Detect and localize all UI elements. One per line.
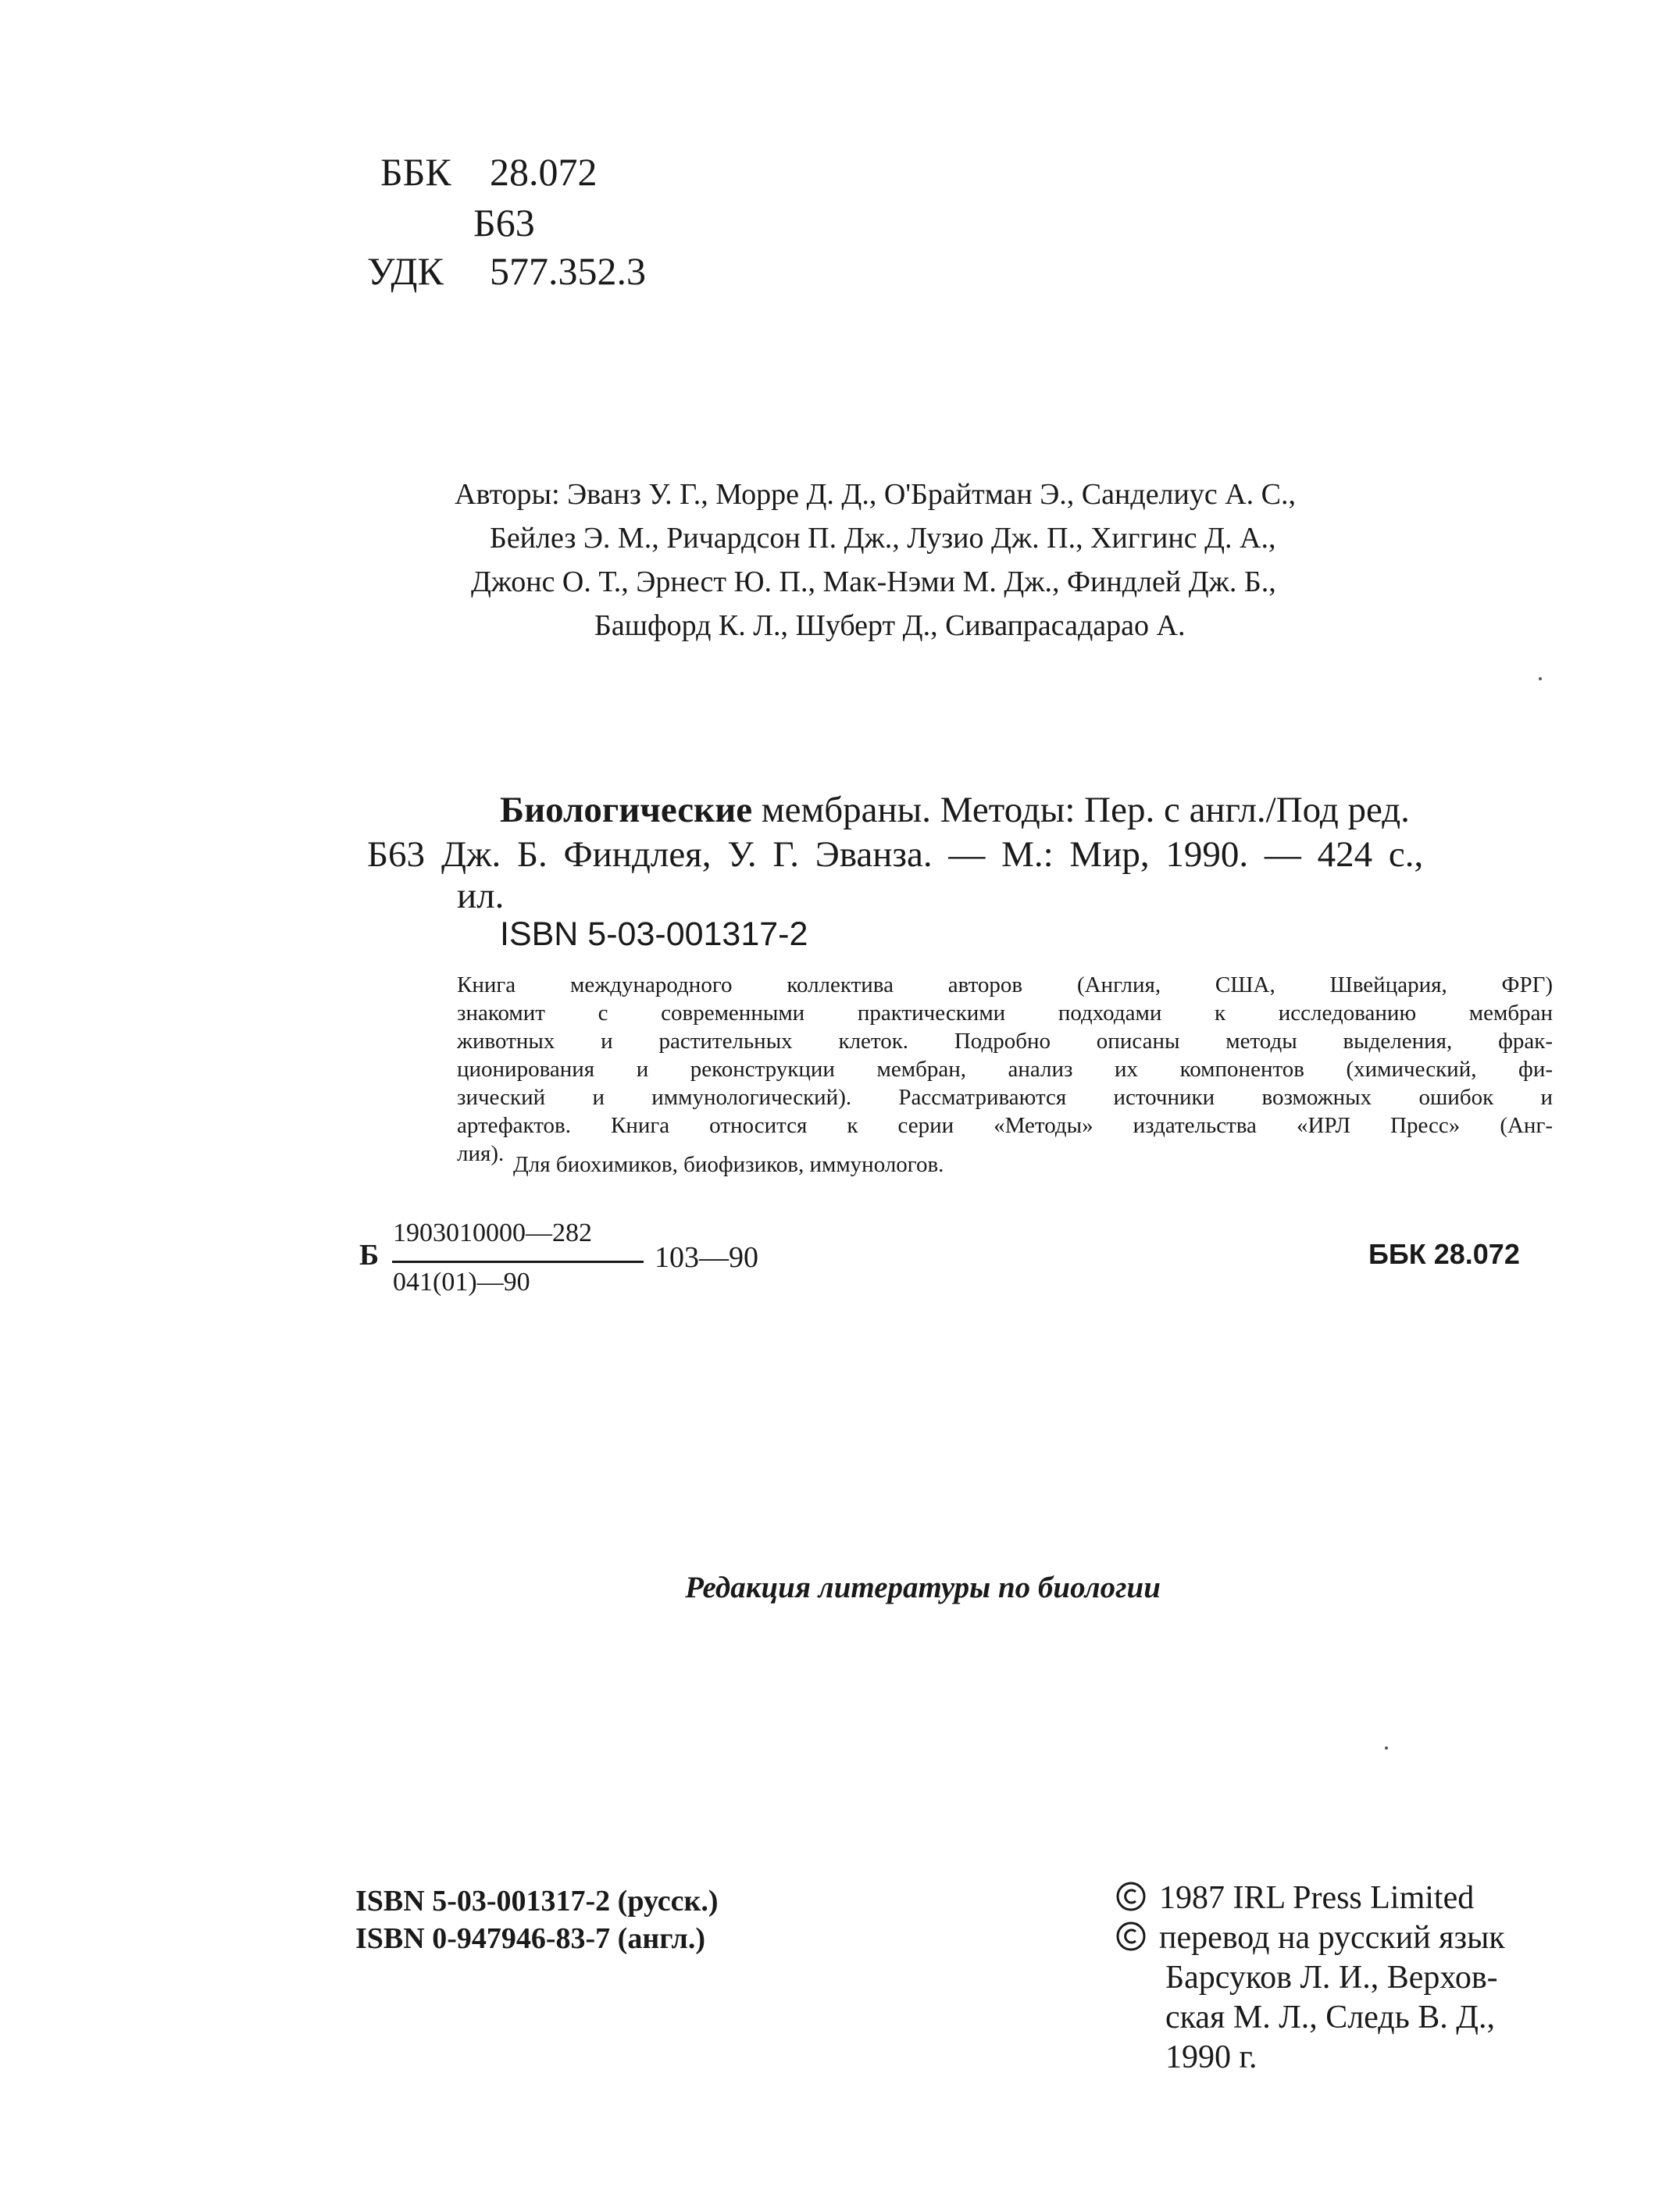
authors-line: Джонс О. Т., Эрнест Ю. П., Мак-Нэми М. Дж., Финдлей Дж. Б., xyxy=(471,565,1276,598)
annotation-line: знакомит с современными практическими подходами к исследованию мембран xyxy=(457,1001,1553,1026)
copyright-block xyxy=(1115,1878,1505,2078)
udk-label: УДК xyxy=(367,249,444,293)
authors-line: Бейлез Э. М., Ричардсон П. Дж., Лузио Дж. П., Хиггинс Д. А., xyxy=(490,522,1276,555)
translators-line: ская М. Л., Следь В. Д., xyxy=(1165,2000,1495,2035)
isbn-list xyxy=(355,1882,719,1957)
scan-speck xyxy=(1539,677,1542,680)
scan-speck xyxy=(1385,1746,1388,1750)
annotation-line: артефактов. Книга относится к серии «Методы» издательства «ИРЛ Пресс» (Анг- xyxy=(457,1113,1553,1138)
book-imprint: Дж. Б. Финдлея, У. Г. Эванза. — М.: Мир, 1990. — 424 с., xyxy=(441,834,1424,875)
udk-value: 577.352.3 xyxy=(490,249,646,293)
copyright-original-text: 1987 IRL Press Limited xyxy=(1159,1880,1475,1916)
book-title-line xyxy=(500,785,1410,835)
authors-list xyxy=(437,473,1550,648)
annotation-line: ционирования и реконструкции мембран, анализ их компонентов (химический, фи- xyxy=(457,1057,1553,1082)
annotation-line: Книга международного коллектива авторов (Англия, США, Швейцария, ФРГ) xyxy=(457,972,1553,997)
catalog-numerator: 1903010000—282 xyxy=(393,1218,592,1247)
author-mark: Б63 xyxy=(473,201,535,244)
bbk-classification xyxy=(380,148,598,195)
copyright-icon xyxy=(1115,1921,1147,1952)
authors-line: Башфорд К. Л., Шуберт Д., Сивапрасадарао А. xyxy=(594,609,1186,642)
catalog-suffix: 103—90 xyxy=(655,1241,758,1274)
book-code: Б63 xyxy=(367,834,425,875)
udk-classification xyxy=(367,248,646,294)
copyright-original xyxy=(1115,1878,1505,1918)
book-isbn: ISBN 5-03-001317-2 xyxy=(500,915,808,953)
catalog-prefix: Б xyxy=(359,1239,380,1272)
annotation-line: зический и иммунологический). Рассматриваются источники возможных ошибок и xyxy=(457,1085,1553,1110)
fraction-divider xyxy=(392,1261,644,1263)
copyright-translation-text: перевод на русский язык xyxy=(1159,1920,1505,1956)
target-audience: Для биохимиков, биофизиков, иммунологов. xyxy=(513,1152,944,1177)
copyright-icon xyxy=(1115,1881,1147,1912)
isbn-english: ISBN 0-947946-83-7 (англ.) xyxy=(355,1922,706,1955)
book-illustrations-note: ил. xyxy=(457,876,505,916)
translators-line: Барсуков Л. И., Верхов- xyxy=(1165,1960,1498,1996)
authors-line: Авторы: Эванз У. Г., Морре Д. Д., О'Брайтман Э., Санделиус А. С., xyxy=(455,478,1297,511)
editorial-office: Редакция литературы по биологии xyxy=(685,1571,1161,1604)
bbk-label: ББК xyxy=(380,150,451,194)
annotation-line: лия). xyxy=(457,1141,505,1166)
copyright-year: 1990 г. xyxy=(1165,2039,1258,2075)
annotation-line: животных и растительных клеток. Подробно описаны методы выделения, фрак- xyxy=(457,1029,1553,1054)
book-title-rest: мембраны. Методы: Пер. с англ./Под ред. xyxy=(752,790,1410,830)
annotation xyxy=(457,971,1553,1168)
catalog-denominator: 041(01)—90 xyxy=(393,1268,530,1297)
copyright-translation xyxy=(1115,1918,1505,1958)
book-title-bold: Биологические xyxy=(500,790,753,830)
bbk-footer: ББК 28.072 xyxy=(1368,1238,1520,1270)
isbn-russian: ISBN 5-03-001317-2 (русск.) xyxy=(355,1885,719,1918)
bbk-value: 28.072 xyxy=(490,150,598,194)
